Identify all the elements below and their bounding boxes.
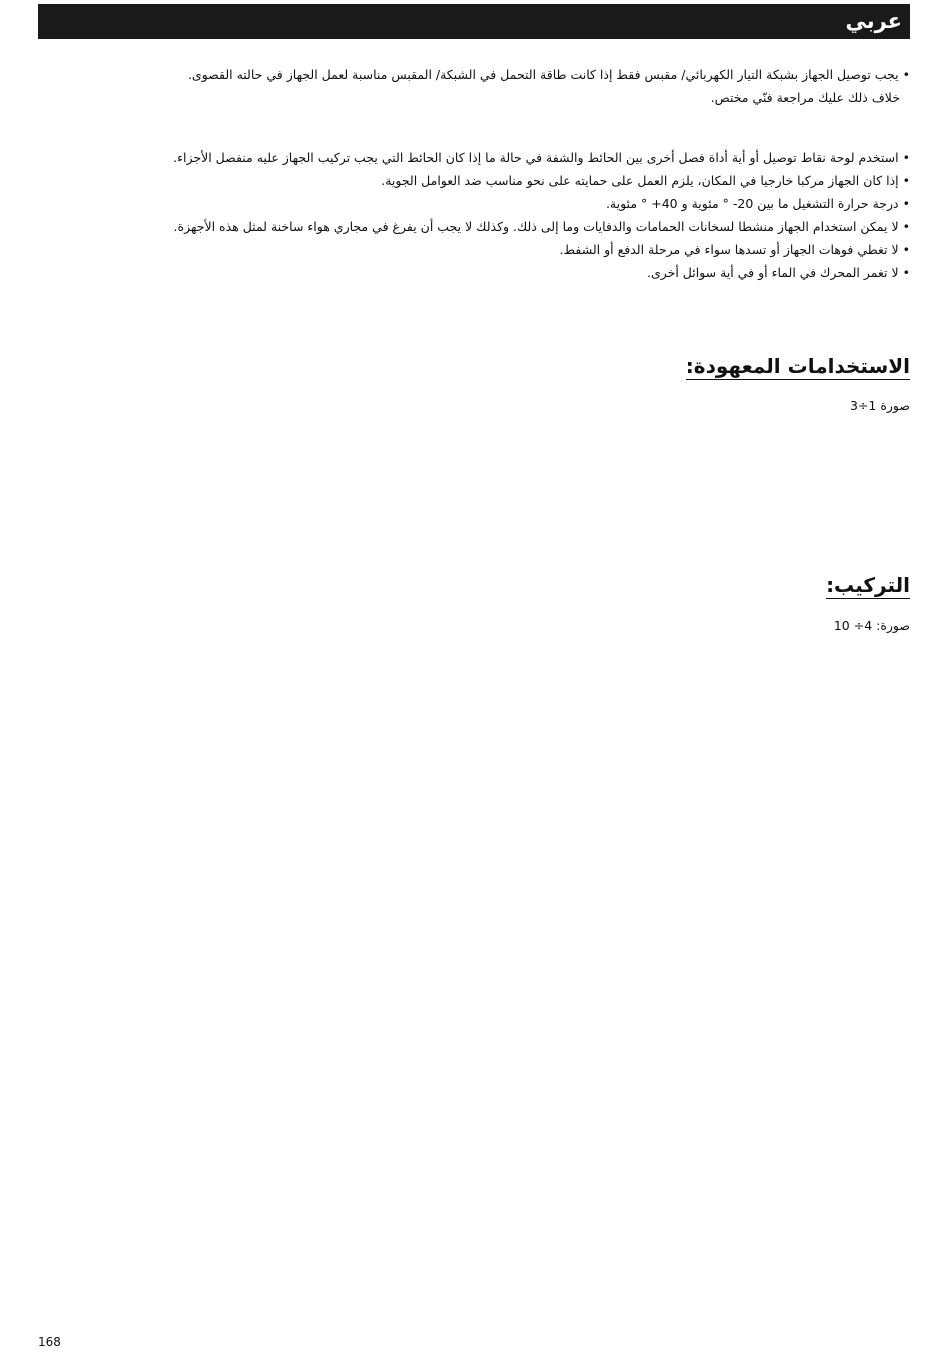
intro-line-1: يجب توصيل الجهاز بشبكة التيار الكهربائي/ مقبس فقط إذا كانت طاقة التحمل في الشبكة/ المقبس مناسبة لعمل الجهاز في حالته القصوى. [187, 67, 899, 82]
installation-section-title [826, 571, 910, 599]
installation-figure-reference: صورة: 4÷ 10 [833, 618, 910, 633]
warning-text: لا تغمر المحرك في الماء أو في أية سوائل أخرى. [646, 265, 899, 280]
bullet-icon: • [902, 265, 910, 280]
bullet-icon: • [902, 173, 910, 188]
page-number: 168 [38, 1335, 61, 1349]
bullet-icon: • [902, 67, 910, 82]
intro-continuation: خلاف ذلك عليك مراجعة فنّي مختص. [710, 90, 900, 105]
warnings-list [45, 146, 910, 284]
list-item [45, 146, 910, 169]
language-title: عربي [845, 9, 902, 33]
warning-text: استخدم لوحة نقاط توصيل أو أية أداة فصل أخرى بين الحائط والشفة في حالة ما إذا كان الحائط التي يجب تركيب الجهاز عليه منفصل الأجزاء. [173, 150, 899, 165]
list-item [45, 215, 910, 238]
installation-title-text: التركيب: [826, 573, 910, 597]
language-header-bar [38, 4, 910, 39]
intro-bullet [45, 63, 910, 86]
usage-title-text: الاستخدامات المعهودة: [685, 354, 910, 378]
bullet-icon: • [902, 196, 910, 211]
bullet-icon: • [902, 219, 910, 234]
warning-text: إذا كان الجهاز مركبا خارجيا في المكان، يلزم العمل على حمايته على نحو مناسب ضد العوامل الجوية. [381, 173, 899, 188]
warning-text: لا يمكن استخدام الجهاز منشطا لسخانات الحمامات والدفايات وما إلى ذلك. وكذلك لا يجب أن يفرغ في مجاري هواء ساخنة لمثل هذه الأجهزة. [173, 219, 899, 234]
list-item [45, 261, 910, 284]
usage-figure-reference: صورة 1÷3 [849, 398, 910, 413]
warning-text: لا تغطي فوهات الجهاز أو تسدها سواء في مرحلة الدفع أو الشفط. [559, 242, 899, 257]
list-item [45, 192, 910, 215]
intro-paragraph [45, 63, 910, 109]
bullet-icon: • [902, 150, 910, 165]
list-item [45, 238, 910, 261]
usage-section-title [686, 352, 910, 380]
list-item [45, 169, 910, 192]
bullet-icon: • [902, 242, 910, 257]
warning-text: درجة حرارة التشغيل ما بين 20- ° مئوية و 40+ ° مئوية. [605, 196, 899, 211]
